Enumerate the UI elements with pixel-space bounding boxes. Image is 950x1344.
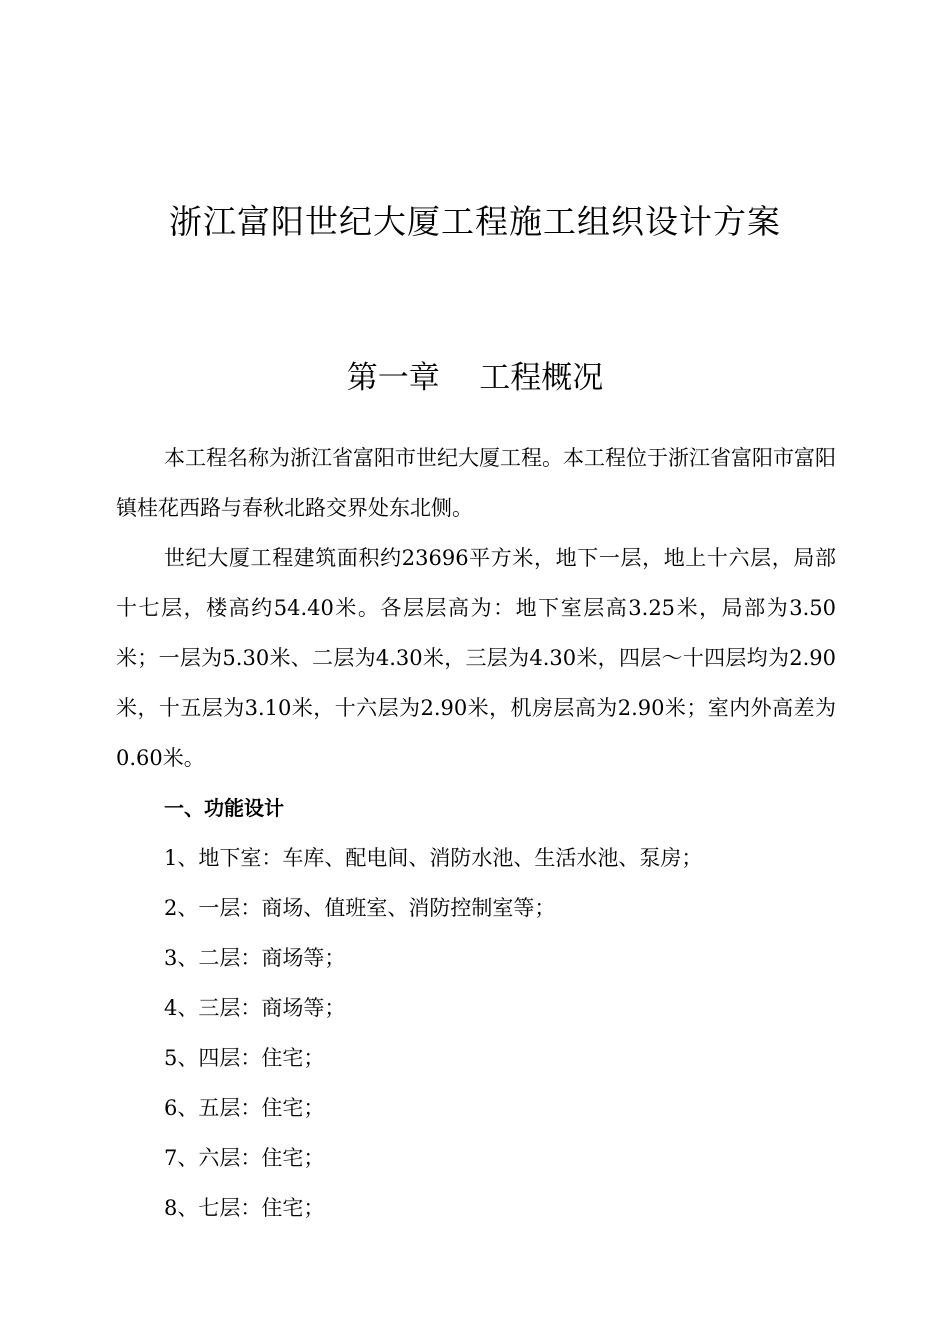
list-item: 8、七层：住宅；: [164, 1196, 325, 1220]
list-item: 1、地下室：车库、配电间、消防水池、生活水池、泵房；: [164, 846, 703, 870]
list-item: 5、四层：住宅；: [164, 1046, 325, 1070]
chapter-title: 第一章 工程概况: [346, 360, 604, 396]
list-item: 6、五层：住宅；: [164, 1096, 325, 1120]
paragraph-building-specs: 世纪大厦工程建筑面积约23696平方米，地下一层，地上十六层，局部十七层，楼高约54.40米。各层层高为：地下室层高3.25米，局部为3.50米；一层为5.30米、二层为4.30米，三层为4.30米，四层～十四层均为2.90米，十五层为3.10米，十六层为2.90米，机房层高为2.90米；室内外高差为0.60米。: [116, 546, 836, 770]
list-item: 3、二层：商场等；: [164, 946, 346, 970]
list-item: 4、三层：商场等；: [164, 996, 346, 1020]
document-body: [116, 433, 836, 1233]
list-item: 2、一层：商场、值班室、消防控制室等；: [164, 896, 556, 920]
paragraph-project-name: 本工程名称为浙江省富阳市世纪大厦工程。本工程位于浙江省富阳市富阳镇桂花西路与春秋北路交界处东北侧。: [116, 446, 836, 520]
list-item: 7、六层：住宅；: [164, 1146, 325, 1170]
section-heading-function-design: 一、功能设计: [164, 796, 284, 820]
document-title: 浙江富阳世纪大厦工程施工组织设计方案: [169, 202, 781, 241]
